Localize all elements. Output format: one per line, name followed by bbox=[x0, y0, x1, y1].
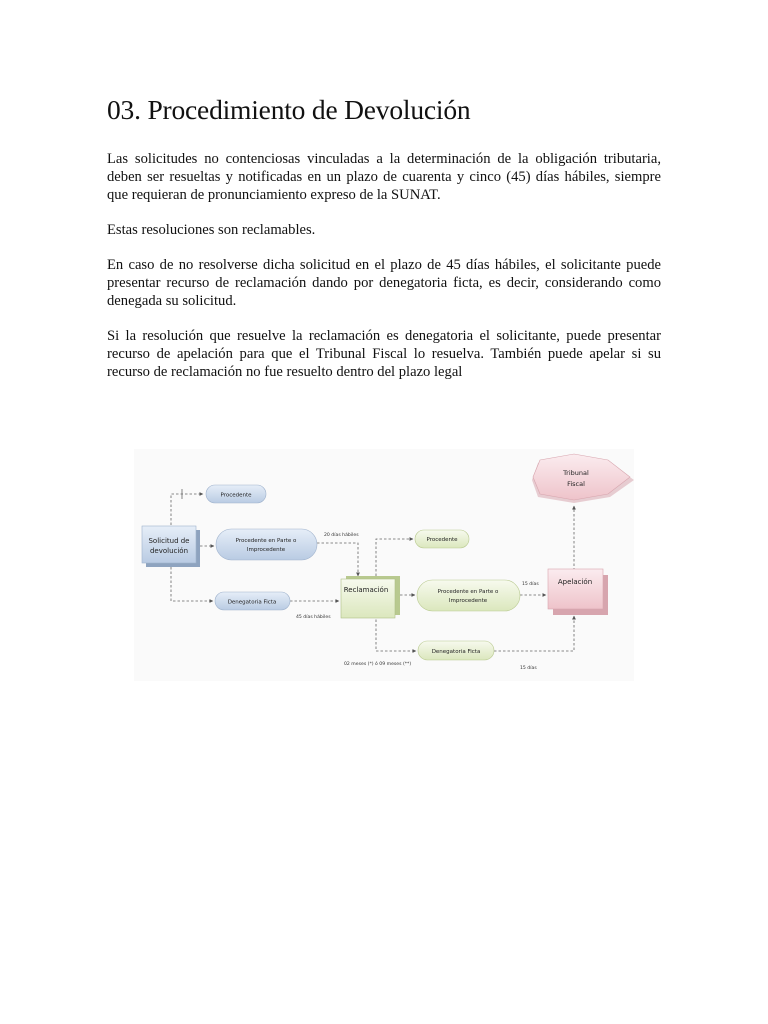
node-procedente-parte-box bbox=[216, 529, 317, 560]
node-denegatoria-2 bbox=[418, 641, 494, 660]
node-apelacion-box bbox=[548, 569, 603, 609]
paragraph-3: En caso de no resolverse dicha solicitud en el plazo de 45 días hábiles, el solicitante puede presentar recurso de reclamación dando por denegatoria ficta, es decir, considerando como denegada su solicitud. bbox=[107, 257, 661, 309]
node-solicitud-label-1: Solicitud de bbox=[148, 537, 190, 545]
label-20-dias: 20 días hábiles bbox=[324, 533, 359, 538]
node-denegatoria-1 bbox=[215, 592, 290, 610]
node-apelacion bbox=[548, 569, 608, 615]
node-solicitud bbox=[142, 526, 200, 567]
node-procedente-parte-2-label-2: Improcedente bbox=[448, 598, 488, 604]
label-15-dias-top: 15 días bbox=[522, 582, 539, 587]
paragraph-4: Si la resolución que resuelve la reclamación es denegatoria el solicitante, puede presentar recurso de apelación para que el Tribunal Fiscal lo resuelva. También puede apelar si su recurso de reclamación no fue resuelto dentro del plazo legal bbox=[107, 328, 661, 380]
node-procedente-top bbox=[206, 485, 266, 503]
node-tribunal-label-2: Fiscal bbox=[567, 480, 585, 488]
document-page bbox=[107, 92, 661, 398]
node-procedente-parte bbox=[216, 529, 317, 560]
node-procedente-mid bbox=[415, 530, 469, 548]
node-procedente-mid-label: Procedente bbox=[426, 537, 458, 543]
flow-diagram-svg bbox=[134, 449, 634, 681]
node-reclamacion bbox=[341, 576, 400, 618]
label-45-dias: 45 días hábiles bbox=[296, 615, 331, 620]
node-denegatoria-2-label: Denegatoria Ficta bbox=[431, 649, 481, 655]
page-title: 03. Procedimiento de Devolución bbox=[107, 94, 471, 125]
node-procedente-parte-2 bbox=[417, 580, 520, 611]
paragraph-1: Las solicitudes no contenciosas vinculadas a la determinación de la obligación tributaria, deben ser resueltas y notificadas en un plazo de cuarenta y cinco (45) días hábiles, siempre que requieran de pronunciamiento expreso de la SUNAT. bbox=[107, 151, 661, 203]
node-procedente-parte-label-1: Procedente en Parte o bbox=[235, 538, 297, 544]
flow-diagram bbox=[134, 449, 634, 681]
node-procedente-top-label: Procedente bbox=[220, 492, 252, 499]
node-procedente-parte-label-2: Improcedente bbox=[246, 547, 286, 553]
node-procedente-parte-2-box bbox=[417, 580, 520, 611]
label-meses: 02 meses (*) ó 09 meses (**) bbox=[344, 662, 412, 667]
node-procedente-parte-2-label-1: Procedente en Parte o bbox=[437, 589, 499, 595]
node-solicitud-label-2: devolución bbox=[149, 547, 189, 555]
node-reclamacion-box bbox=[341, 579, 395, 618]
node-tribunal-label-1: Tribunal bbox=[563, 469, 589, 477]
node-reclamacion-label: Reclamación bbox=[343, 586, 389, 594]
node-denegatoria-1-label: Denegatoria Ficta bbox=[227, 599, 277, 606]
node-apelacion-label: Apelación bbox=[557, 578, 593, 586]
paragraph-2: Estas resoluciones son reclamables. bbox=[107, 222, 316, 238]
label-15-dias-bottom: 15 días bbox=[520, 666, 537, 671]
